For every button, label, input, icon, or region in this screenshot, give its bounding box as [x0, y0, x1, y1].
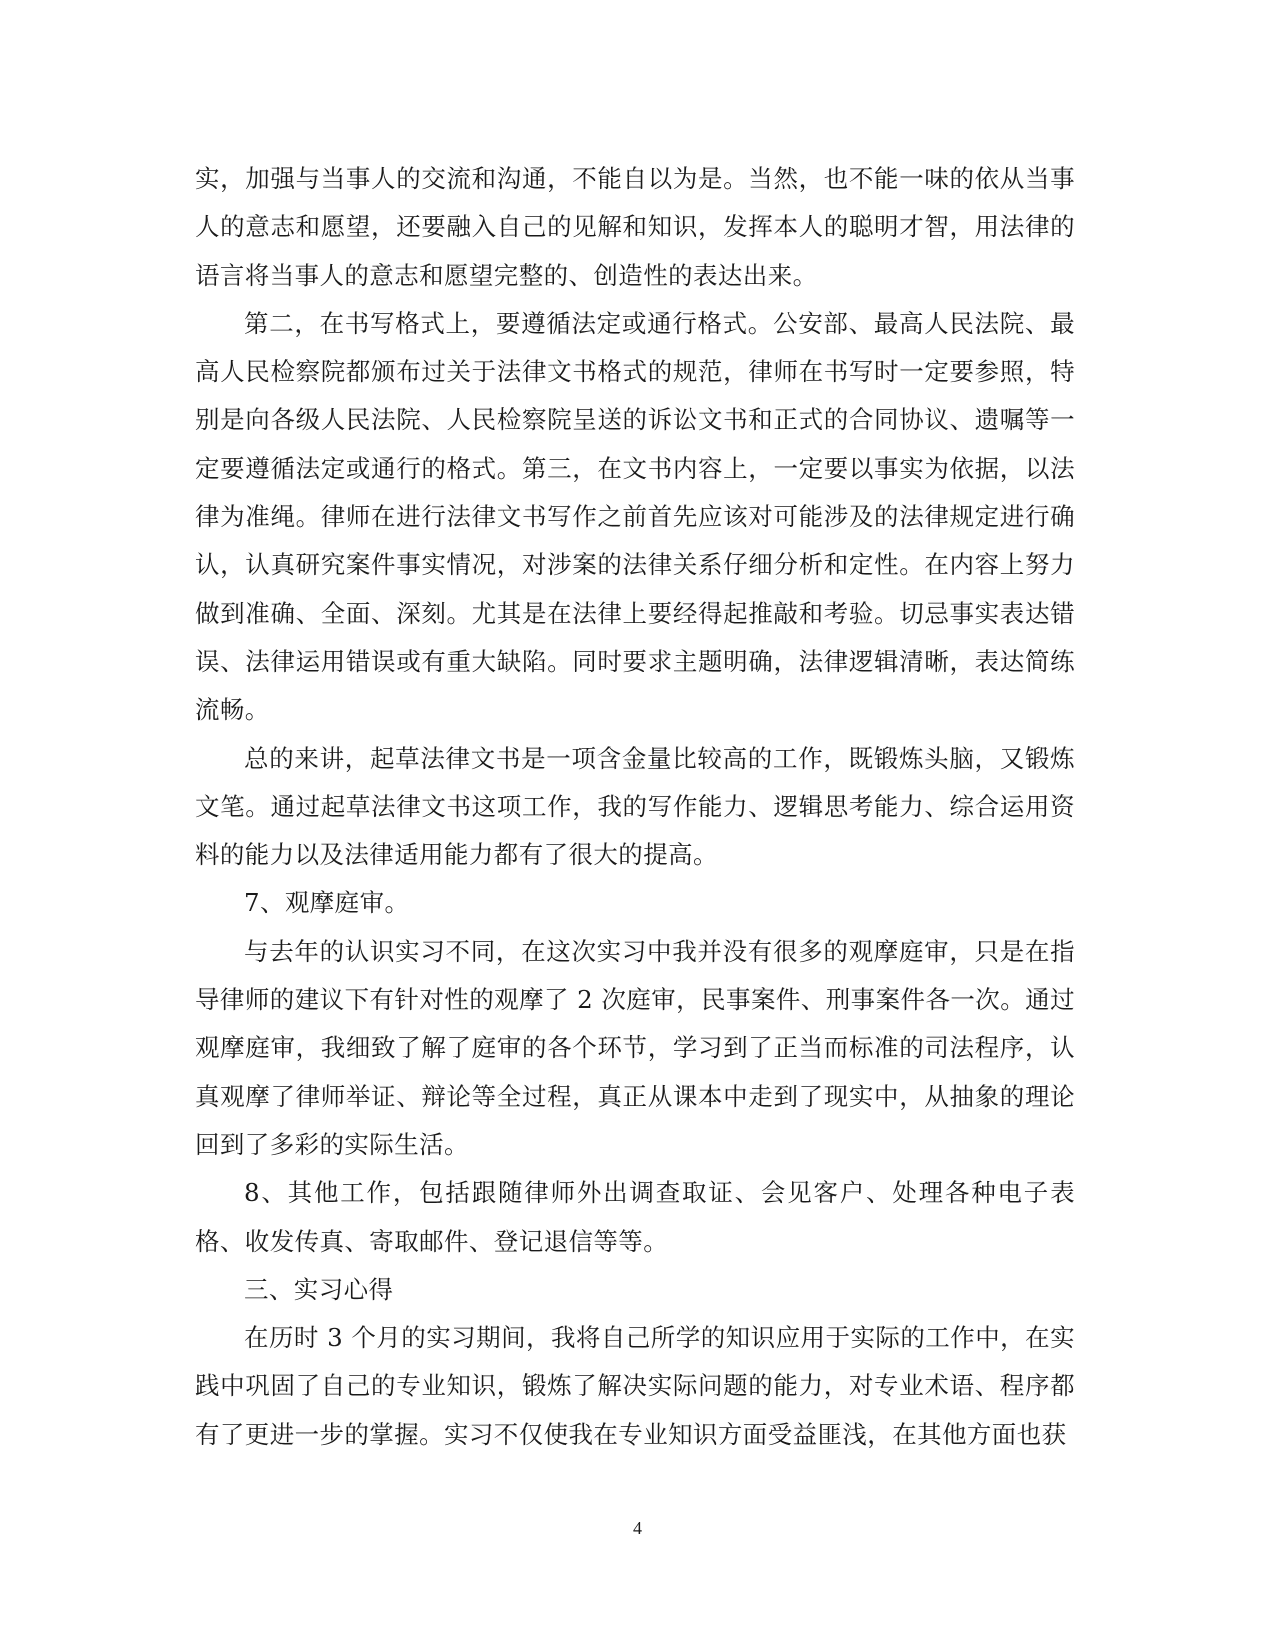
paragraph-8: 在历时 3 个月的实习期间，我将自己所学的知识应用于实际的工作中，在实践中巩固了自己的专业知识，锻炼了解决实际问题的能力，对专业术语、程序都有了更进一步的掌握。实习不仅使我在专业知识方面受益匪浅，在其他方面也获 — [195, 1323, 1075, 1449]
paragraph-5: 与去年的认识实习不同，在这次实习中我并没有很多的观摩庭审，只是在指导律师的建议下有针对性的观摩了 2 次庭审，民事案件、刑事案件各一次。通过观摩庭审，我细致了解了庭审的各个环节，学习到了正当而标准的司法程序，认真观摩了律师举证、辩论等全过程，真正从课本中走到了现实中，从抽象的理论回到了多彩的实际生活。 — [195, 936, 1075, 1159]
section-heading-3: 三、实习心得 — [244, 1274, 394, 1304]
paragraph-6: 8、其他工作，包括跟随律师外出调查取证、会见客户、处理各种电子表格、收发传真、寄取邮件、登记退信等等。 — [195, 1178, 1075, 1256]
paragraph-2: 第二，在书写格式上，要遵循法定或通行格式。公安部、最高人民法院、最高人民检察院都颁布过关于法律文书格式的规范，律师在书写时一定要参照，特别是向各级人民法院、人民检察院呈送的诉讼文书和正式的合同协议、遗嘱等一定要遵循法定或通行的格式。第三，在文书内容上，一定要以事实为依据，以法律为准绳。律师在进行法律文书写作之前首先应该对可能涉及的法律规定进行确认，认真研究案件事实情况，对涉案的法律关系仔细分析和定性。在内容上努力做到准确、全面、深刻。尤其是在法律上要经得起推敲和考验。切忌事实表达错误、法律运用错误或有重大缺陷。同时要求主题明确，法律逻辑清晰，表达简练流畅。 — [195, 308, 1075, 725]
paragraph-3: 总的来讲，起草法律文书是一项含金量比较高的工作，既锻炼头脑，又锻炼文笔。通过起草法律文书这项工作，我的写作能力、逻辑思考能力、综合运用资料的能力以及法律适用能力都有了很大的提高。 — [195, 743, 1075, 870]
page-number: 4 — [633, 1518, 642, 1538]
body-text — [195, 155, 1075, 1459]
paragraph-1: 实，加强与当事人的交流和沟通，不能自以为是。当然，也不能一味的依从当事人的意志和愿望，还要融入自己的见解和知识，发挥本人的聪明才智，用法律的语言将当事人的意志和愿望完整的、创造性的表达出来。 — [195, 164, 1075, 290]
section-heading-7: 7、观摩庭审。 — [244, 888, 410, 918]
